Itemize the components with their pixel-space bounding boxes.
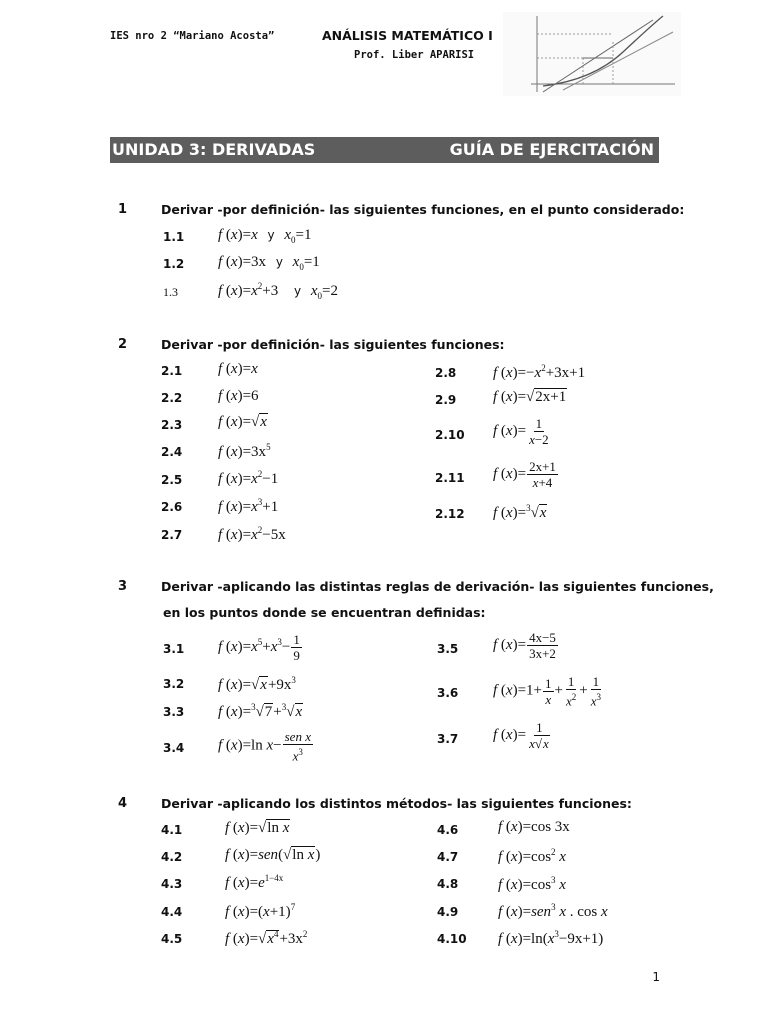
formula: f $(x)=x^5+x^3-$ $\frac{1}{9}$	[218, 632, 300, 663]
formula: f $(x)=(x+1)^7$	[225, 902, 296, 920]
exercise-instruction: Derivar -por definición- las siguientes funciones:	[161, 337, 505, 352]
item-label: 1.3	[163, 285, 178, 299]
formula: f (x)=ln x− $\frac{\text{sen x}}{x^3}$	[218, 729, 311, 764]
exercise-instruction-continued: en los puntos donde se encuentran definidas:	[163, 605, 486, 620]
item-label: 2.4	[161, 445, 183, 459]
school-name: IES nro 2 “Mariano Acosta”	[110, 30, 275, 42]
item-label: 2.9	[435, 393, 457, 407]
formula: f $(x)=-x^2+3x+1$	[493, 363, 586, 381]
item-label: 4.6	[437, 823, 459, 837]
course-title: ANÁLISIS MATEMÁTICO I	[322, 28, 493, 43]
formula: f (x)=x y $x_0=1$	[218, 227, 312, 245]
item-label: 4.10	[437, 932, 467, 946]
exercise-number: 2	[118, 337, 128, 352]
exercise-number: 3	[118, 579, 128, 594]
formula: f $(x)=x^2-1$	[218, 469, 279, 487]
item-label: 2.2	[161, 391, 183, 405]
formula: f $(x)=\cos^3$ x	[498, 875, 566, 893]
formula: f (x)=$^3$√x	[493, 503, 547, 521]
item-label: 4.8	[437, 877, 459, 891]
item-label: 3.2	[163, 677, 185, 691]
formula: f (x)= $\frac{1}{x√x}$	[493, 720, 549, 751]
formula: f (x)=sen$^3$ x . cos x	[498, 902, 608, 920]
item-label: 4.9	[437, 905, 459, 919]
formula: f $(x)=3x^5$	[218, 442, 271, 460]
unit-banner	[110, 137, 659, 163]
formula: f (x)=√ln x	[225, 820, 290, 836]
exercise-instruction: Derivar -por definición- las siguientes funciones, en el punto considerado:	[161, 202, 685, 217]
guide-title: GUÍA DE EJERCITACIÓN	[449, 140, 654, 159]
formula: f (x)= $\frac{2x+1}{x+4}$	[493, 459, 556, 490]
formula: f (x)=1+ $\frac{1}{x}$ + $\frac{1}{x^2}$ + $\frac{1}{x^3}$	[493, 674, 602, 709]
exercise-number: 4	[118, 796, 128, 811]
item-label: 1.1	[163, 230, 185, 244]
item-label: 2.5	[161, 473, 183, 487]
formula: f (x)=√2x+1	[493, 389, 567, 405]
item-label: 2.11	[435, 471, 465, 485]
item-label: 3.7	[437, 732, 459, 746]
item-label: 2.10	[435, 428, 465, 442]
formula: f (x)=√x	[218, 414, 267, 430]
exercise-instruction: Derivar -aplicando las distintas reglas de derivación- las siguientes funciones,	[161, 579, 714, 594]
formula: f (x)=x	[218, 361, 258, 377]
formula: f $(x)=e^{1-4x}$	[225, 873, 284, 891]
item-label: 4.3	[161, 877, 183, 891]
formula: f (x)=sen(√ln x)	[225, 847, 321, 863]
exercise-number: 1	[118, 202, 128, 217]
formula: f $(x)=√x^4+3x^2$	[225, 929, 308, 947]
item-label: 2.3	[161, 418, 183, 432]
unit-title: UNIDAD 3: DERIVADAS	[112, 140, 316, 159]
item-label: 3.4	[163, 741, 185, 755]
page-number: 1	[652, 970, 660, 984]
item-label: 3.5	[437, 642, 459, 656]
item-label: 2.12	[435, 507, 465, 521]
item-label: 4.5	[161, 932, 183, 946]
formula: f $(x)=\ln(x^3-9x+1)$	[498, 929, 604, 947]
formula: f $(x)=x^2-5x$	[218, 525, 286, 543]
item-label: 4.1	[161, 823, 183, 837]
item-label: 4.2	[161, 850, 183, 864]
item-label: 3.3	[163, 705, 185, 719]
item-label: 2.6	[161, 500, 183, 514]
item-label: 3.1	[163, 642, 185, 656]
item-label: 4.7	[437, 850, 459, 864]
formula: f (x)=$^3$√7+$^3$√x	[218, 702, 303, 720]
item-label: 2.8	[435, 366, 457, 380]
formula: f (x)=3x y $x_0=1$	[218, 254, 320, 272]
item-label: 1.2	[163, 257, 185, 271]
formula: f $(x)=x^3+1$	[218, 497, 279, 515]
item-label: 2.7	[161, 528, 183, 542]
professor-name: Prof. Liber APARISI	[354, 49, 475, 61]
formula: f (x)=6	[218, 388, 259, 404]
formula: f (x)=cos 3x	[498, 819, 570, 835]
formula: f (x)= $\frac{4x-5}{3x+2}$	[493, 630, 556, 661]
exercise-instruction: Derivar -aplicando los distintos métodos- las siguientes funciones:	[161, 796, 632, 811]
formula: f $(x)=x^2+3$ y $x_0=2$	[218, 281, 338, 301]
item-label: 3.6	[437, 686, 459, 700]
formula: f $(x)=√x+9x^3$	[218, 675, 296, 693]
item-label: 2.1	[161, 364, 183, 378]
item-label: 4.4	[161, 905, 183, 919]
formula: f $(x)=\cos^2$ x	[498, 847, 566, 865]
derivative-graph-illustration	[503, 12, 681, 96]
formula: f (x)= $\frac{1}{x-2}$	[493, 416, 549, 447]
